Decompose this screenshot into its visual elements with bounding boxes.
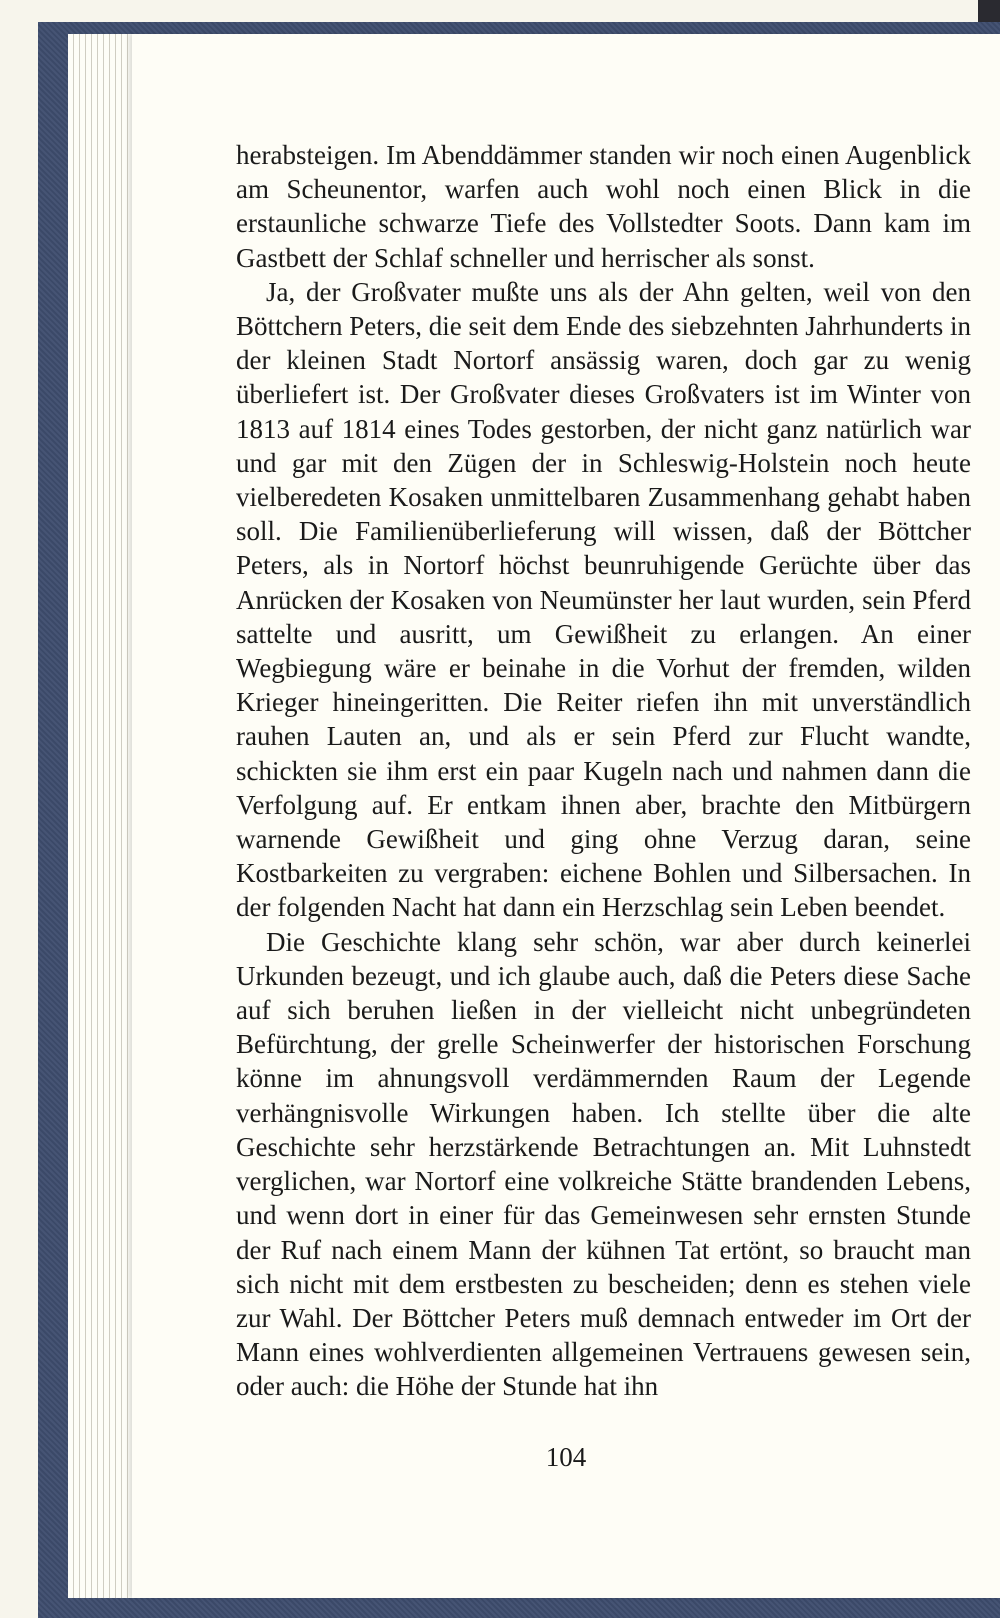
paragraph-2: Ja, der Großvater mußte uns als der Ahn gelten, weil von den Böttchern Peters, die seit dem Ende des siebzehnten Jahrhunderts in der kleinen Stadt Nortorf ansässig waren, doch gar zu wenig überliefert ist. Der Großvater dieses Großvaters ist im Winter von 1813 auf 1814 eines Todes gestorben, der nicht ganz natürlich war und gar mit den Zügen der in Schleswig-Holstein noch heute vielberedeten Kosaken unmittelbaren Zusammenhang gehabt haben soll. Die Familienüberlieferung will wissen, daß der Böttcher Peters, als in Nortorf höchst beunruhigende Gerüchte über das Anrücken der Kosaken von Neumünster her laut wurden, sein Pferd sattelte und ausritt, um Gewißheit zu erlangen. An einer Wegbiegung wäre er beinahe in die Vorhut der fremden, wilden Krieger hineingeritten. Die Reiter riefen ihn mit unverständlich rauhen Lauten an, und als er sein Pferd zur Flucht wandte, schickten sie ihm erst ein paar Kugeln nach und nahmen dann die Verfolgung auf. Er entkam ihnen aber, brachte den Mitbürgern warnende Gewißheit und ging ohne Verzug daran, seine Kostbarkeiten zu vergraben: eichene Bohlen und Silbersachen. In der folgenden Nacht hat dann ein Herzschlag sein Leben beendet. (236, 276, 971, 923)
paragraph-1: herabsteigen. Im Abenddämmer standen wir noch einen Augenblick am Scheunentor, warfen auch wohl noch einen Blick in die erstaunliche schwarze Tiefe des Vollstedter Soots. Dann kam im Gastbett der Schlaf schneller und herrischer als sonst. (236, 140, 971, 273)
page-number: 104 (545, 1442, 587, 1472)
page-edges (68, 34, 140, 1598)
paragraph-3: Die Geschichte klang sehr schön, war aber durch keinerlei Urkunden bezeugt, und ich glaube auch, daß die Peters diese Sache auf sich beruhen ließen in der vielleicht nicht unbegründeten Befürchtung, der grelle Scheinwerfer der historischen Forschung könne im ahnungsvoll verdämmernden Raum der Legende verhängnisvolle Wirkungen haben. Ich stellte über die alte Geschichte sehr herzstärkende Betrachtungen an. Mit Luhnstedt verglichen, war Nortorf eine volkreiche Stätte brandenden Lebens, und wenn dort in einer für das Gemeinwesen sehr ernsten Stunde der Ruf nach einem Mann der kühnen Tat ertönt, so braucht man sich nicht mit dem erstbesten zu bescheiden; denn es stehen viele zur Wahl. Der Böttcher Peters muß demnach entweder im Ort der Mann eines wohlverdienten allgemeinen Vertrauens gewesen sein, oder auch: die Höhe der Stunde hat ihn (236, 926, 971, 1402)
book-page (132, 34, 1000, 1598)
body-text (236, 138, 971, 1404)
